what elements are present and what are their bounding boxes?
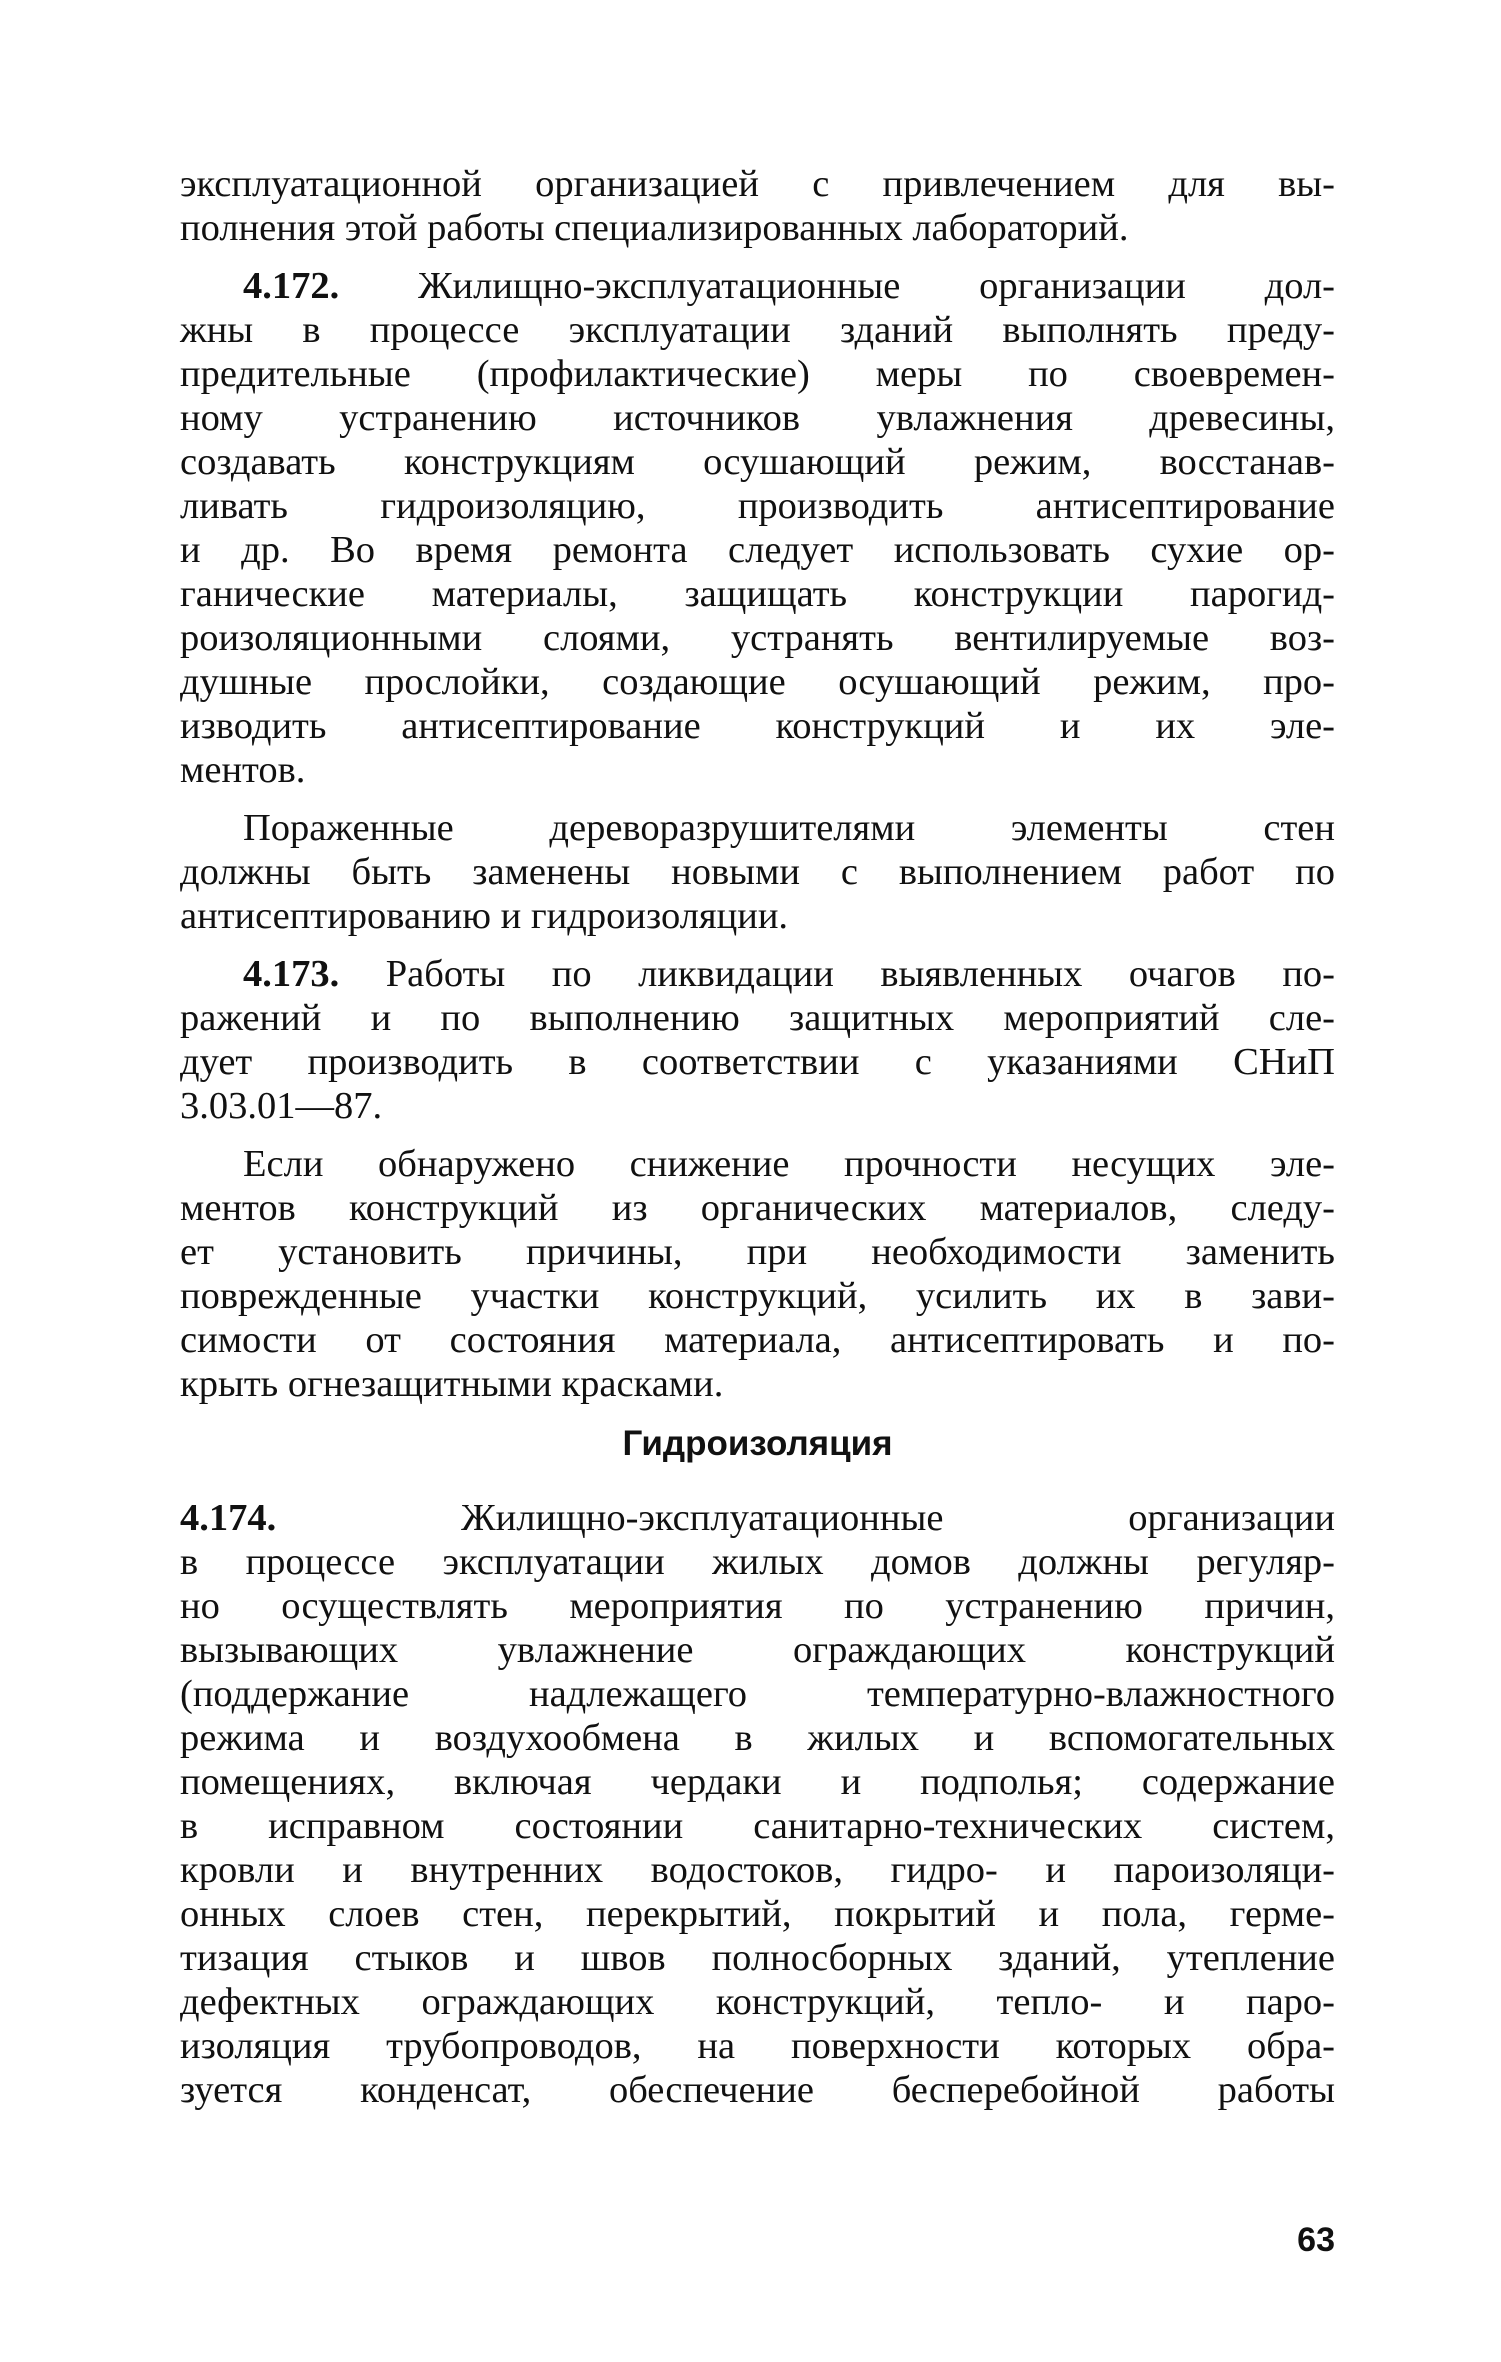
text-line [180, 1084, 1335, 1128]
line-text: кровли и внутренних водостоков, гидро- и пароизоляци- [180, 1849, 1335, 1891]
text-line [180, 2024, 1335, 2068]
text-line [180, 1892, 1335, 1936]
text-line [180, 1716, 1335, 1760]
text-line [180, 660, 1335, 704]
text-line [180, 484, 1335, 528]
line-text: ет установить причины, при необходимости заменить [180, 1231, 1335, 1273]
line-text: но осуществлять мероприятия по устранению причин, [180, 1585, 1335, 1627]
line-text: (поддержание надлежащего температурно-влажностного [180, 1673, 1335, 1715]
text-line [180, 1230, 1335, 1274]
clause-number: 4.172. [243, 265, 340, 307]
body-text-bottom [180, 1496, 1335, 2112]
line-text: антисептированию и гидроизоляции. [180, 895, 789, 937]
line-text: поврежденные участки конструкций, усилить их в зави- [180, 1275, 1335, 1317]
line-text: 3.03.01—87. [180, 1085, 383, 1127]
text-line [180, 1804, 1335, 1848]
text-line [180, 1362, 1335, 1406]
line-text: ментов. [180, 749, 306, 791]
page-number: 63 [1297, 2221, 1335, 2259]
line-text: ражений и по выполнению защитных мероприятий сле- [180, 997, 1335, 1039]
line-text: должны быть заменены новыми с выполнением работ по [180, 851, 1335, 893]
text-line [180, 1274, 1335, 1318]
line-text: эксплуатационной организацией с привлечением для вы- [180, 163, 1335, 205]
line-text: душные прослойки, создающие осушающий режим, про- [180, 661, 1335, 703]
line-text: ливать гидроизоляцию, производить антисептирование [180, 485, 1335, 527]
text-line [180, 996, 1335, 1040]
text-line [180, 1672, 1335, 1716]
text-line [180, 1186, 1335, 1230]
text-line [180, 704, 1335, 748]
line-text: Если обнаружено снижение прочности несущих эле- [243, 1143, 1335, 1185]
text-line [180, 2068, 1335, 2112]
line-text: дует производить в соответствии с указаниями СНиП [180, 1041, 1335, 1083]
paragraph-gap [180, 1128, 1335, 1142]
text-line [180, 1760, 1335, 1804]
paragraph-gap [180, 250, 1335, 264]
text-line [180, 572, 1335, 616]
body-text-top [180, 162, 1335, 1406]
line-text: зуется конденсат, обеспечение бесперебойной работы [180, 2069, 1335, 2111]
text-line [180, 308, 1335, 352]
clause-number: 4.174. [180, 1497, 277, 1539]
text-line [180, 1040, 1335, 1084]
paragraph-gap [180, 938, 1335, 952]
line-text: жны в процессе эксплуатации зданий выполнять преду- [180, 309, 1335, 351]
line-text: вызывающих увлажнение ограждающих конструкций [180, 1629, 1335, 1671]
section-heading: Гидроизоляция [622, 1424, 893, 1463]
line-text: создавать конструкциям осушающий режим, восстанав- [180, 441, 1335, 483]
line-text: в исправном состоянии санитарно-технических систем, [180, 1805, 1335, 1847]
text-line [180, 206, 1335, 250]
text-line [180, 894, 1335, 938]
paragraph-gap [180, 792, 1335, 806]
text-line [180, 952, 1335, 996]
text-line [180, 850, 1335, 894]
line-text: и др. Во время ремонта следует использовать сухие ор- [180, 529, 1335, 571]
text-line [180, 352, 1335, 396]
text-line [180, 264, 1335, 308]
text-line [180, 440, 1335, 484]
text-line [180, 1318, 1335, 1362]
line-text: изоляция трубопроводов, на поверхности которых обра- [180, 2025, 1335, 2067]
text-line [180, 396, 1335, 440]
text-line [180, 1540, 1335, 1584]
line-text: Пораженные дереворазрушителями элементы стен [243, 807, 1335, 849]
line-text: Работы по ликвидации выявленных очагов по- [385, 953, 1335, 995]
line-text: роизоляционными слоями, устранять вентилируемые воз- [180, 617, 1335, 659]
text-line [180, 1936, 1335, 1980]
line-text: крыть огнезащитными красками. [180, 1363, 724, 1405]
line-text: Жилищно-эксплуатационные организации дол- [418, 265, 1335, 307]
line-text: помещениях, включая чердаки и подполья; содержание [180, 1761, 1335, 1803]
line-text: в процессе эксплуатации жилых домов должны регуляр- [180, 1541, 1335, 1583]
line-text: ному устранению источников увлажнения древесины, [180, 397, 1335, 439]
line-text: симости от состояния материала, антисептировать и по- [180, 1319, 1335, 1361]
text-line [180, 1628, 1335, 1672]
line-text: тизация стыков и швов полносборных зданий, утепление [180, 1937, 1335, 1979]
text-line [180, 1142, 1335, 1186]
text-line [180, 806, 1335, 850]
line-text: режима и воздухообмена в жилых и вспомогательных [180, 1717, 1335, 1759]
line-text: ментов конструкций из органических материалов, следу- [180, 1187, 1335, 1229]
text-line [180, 1496, 1335, 1540]
line-text: дефектных ограждающих конструкций, тепло- и паро- [180, 1981, 1335, 2023]
text-line [180, 616, 1335, 660]
text-line [180, 162, 1335, 206]
line-text: полнения этой работы специализированных лабораторий. [180, 207, 1129, 249]
line-text: онных слоев стен, перекрытий, покрытий и пола, герме- [180, 1893, 1335, 1935]
line-text: ганические материалы, защищать конструкции парогид- [180, 573, 1335, 615]
text-line [180, 1584, 1335, 1628]
text-line [180, 748, 1335, 792]
line-text: изводить антисептирование конструкций и их эле- [180, 705, 1335, 747]
clause-number: 4.173. [243, 953, 340, 995]
text-line [180, 528, 1335, 572]
text-line [180, 1848, 1335, 1892]
line-text: Жилищно-эксплуатационные организации [461, 1497, 1335, 1539]
line-text: предительные (профилактические) меры по своевремен- [180, 353, 1335, 395]
text-line [180, 1980, 1335, 2024]
